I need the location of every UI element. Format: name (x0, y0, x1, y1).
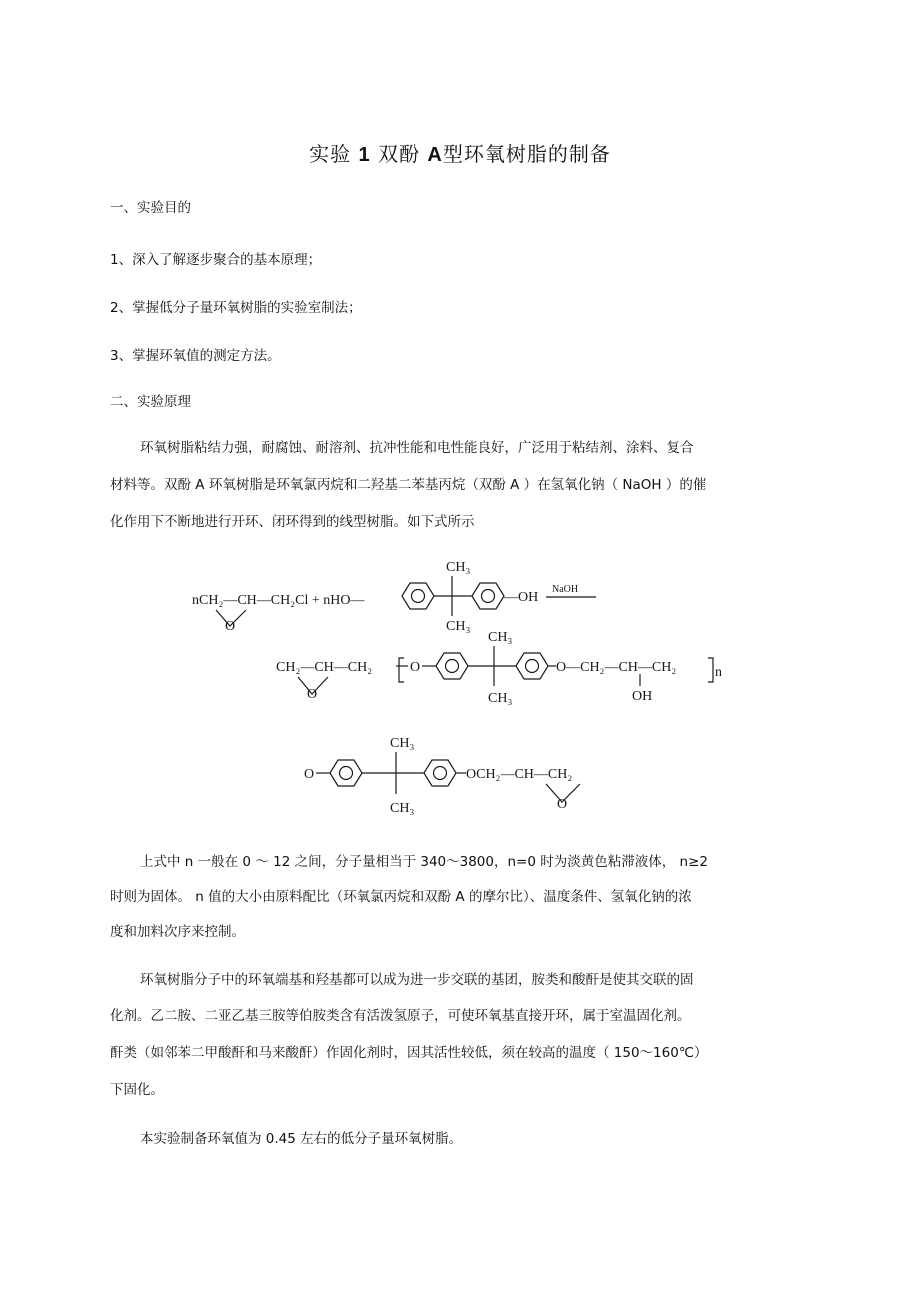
benzene-ring-4-circle (526, 660, 539, 673)
paragraph1-line3: 化作用下不断地进行开环、闭环得到的线型树脂。如下式所示 (110, 514, 475, 530)
paragraph1-line2: 材料等。双酚 A 环氧树脂是环氧氯丙烷和二羟基二苯基丙烷（双酚 A ）在氢氧化钠（ NaOH ）的催 (110, 477, 707, 493)
paragraph3-line2: 化剂。乙二胺、二亚乙基三胺等伯胺类含有活泼氢原子，可使环氧基直接开环，属于室温固化剂。 (110, 1008, 691, 1024)
ether-oxygen-1: O (410, 660, 421, 675)
paragraph2-line3: 度和加料次序来控制。 (110, 924, 245, 940)
epoxide-oxygen-1: O (225, 619, 236, 634)
paragraph1-line1: 环氧树脂粘结力强，耐腐蚀、耐溶剂、抗冲性能和电性能良好，广泛用于粘结剂、涂料、复合 (140, 440, 694, 456)
title-suffix: 型环氧树脂的制备 (442, 142, 611, 166)
title-letter: A (427, 144, 443, 166)
methyl-bottom-2: CH₃ (488, 691, 513, 706)
reactant-row (192, 560, 596, 634)
catalyst-label: NaOH (552, 584, 579, 595)
methyl-bottom-3: CH₃ (390, 801, 415, 816)
repeat-n: n (715, 665, 722, 680)
chain-mid-text: O—CH₂—CH—CH₂ (556, 660, 677, 675)
title-prefix: 实验 (309, 142, 352, 166)
end-group-text: OCH₂—CH—CH₂ (466, 767, 573, 782)
objective-3: 3、掌握环氧值的测定方法。 (110, 348, 281, 364)
repeat-bracket-close (708, 658, 713, 682)
paragraph3-line1: 环氧树脂分子中的环氧端基和羟基都可以成为进一步交联的基团，胺类和酸酐是使其交联的固 (140, 972, 694, 988)
methyl-top-2: CH₃ (488, 630, 513, 645)
end-oxygen: O (304, 767, 315, 782)
benzene-ring-3 (436, 653, 468, 679)
paragraph2-line1: 上式中 n 一般在 0 ～ 12 之间，分子量相当于 340～3800，n=0 时为淡黄色粘滞液体， n≥2 (140, 854, 708, 870)
benzene-ring-6-circle (434, 767, 447, 780)
repeat-bracket-open (399, 658, 404, 682)
chain-hydroxyl: OH (632, 689, 653, 704)
paragraph4-line1: 本实验制备环氧值为 0.45 左右的低分子量环氧树脂。 (140, 1131, 463, 1147)
end-group-row (304, 736, 580, 816)
section-heading-objectives: 一、实验目的 (110, 200, 191, 216)
title-middle: 双酚 (378, 142, 421, 166)
benzene-ring-3-circle (446, 660, 459, 673)
paragraph3-line3: 酐类（如邻苯二甲酸酐和马来酸酐）作固化剂时，因其活性较低，须在较高的温度（ 150～160℃） (110, 1045, 708, 1061)
title-number: 1 (358, 144, 371, 166)
methyl-bottom-1: CH₃ (446, 619, 471, 634)
paragraph3-line4: 下固化。 (110, 1082, 164, 1098)
benzene-ring-2-circle (482, 590, 495, 603)
objective-1: 1、深入了解逐步聚合的基本原理； (110, 252, 322, 268)
methyl-top-3: CH₃ (390, 736, 415, 751)
objective-2: 2、掌握低分子量环氧树脂的实验室制法； (110, 300, 362, 316)
benzene-ring-6 (424, 760, 456, 786)
epoxide-oxygen-2: O (307, 687, 318, 702)
benzene-ring-1-circle (412, 590, 425, 603)
benzene-ring-1 (402, 583, 434, 609)
hydroxyl-end: —OH (504, 590, 539, 605)
polymer-row (276, 630, 722, 706)
methyl-top-1: CH₃ (446, 560, 471, 575)
benzene-ring-5 (330, 760, 362, 786)
section-heading-principle: 二、实验原理 (110, 394, 191, 410)
paragraph2-line2: 时则为固体。 n 值的大小由原料配比（环氧氯丙烷和双酚 A 的摩尔比）、温度条件、氢氧化钠的浓 (110, 889, 692, 905)
benzene-ring-2 (472, 583, 504, 609)
chain-start-text: CH₂—CH—CH₂ (276, 660, 373, 675)
benzene-ring-4 (516, 653, 548, 679)
reactant-epichlorohydrin-text: nCH₂—CH—CH₂Cl + nHO— (192, 593, 365, 608)
benzene-ring-5-circle (340, 767, 353, 780)
epoxide-oxygen-3: O (557, 797, 568, 812)
